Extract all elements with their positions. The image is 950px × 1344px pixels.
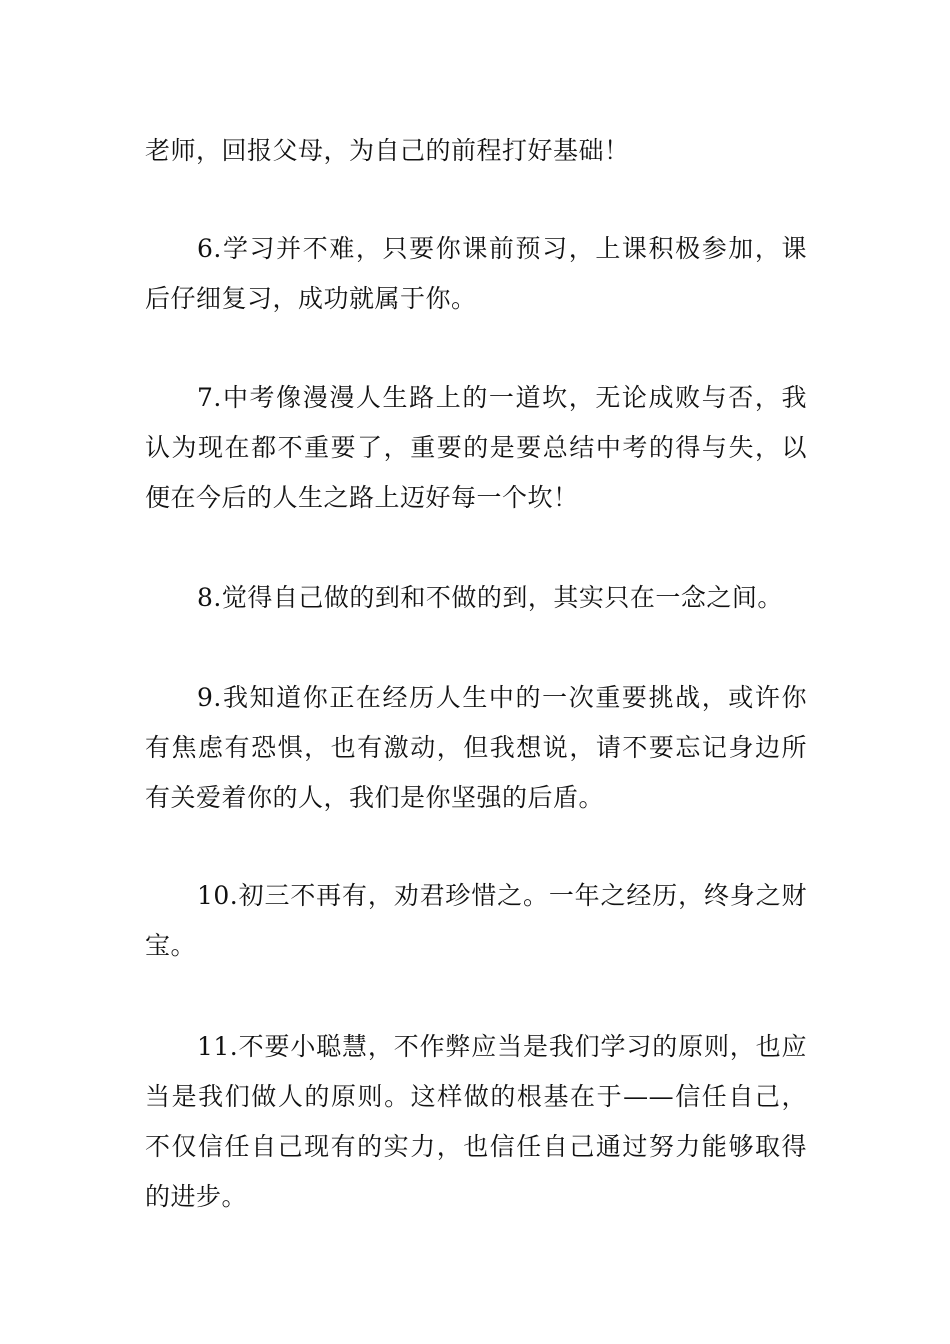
- paragraph-item-8: 8.觉得自己做的到和不做的到，其实只在一念之间。: [197, 583, 783, 612]
- paragraph-continuation: 老师，回报父母，为自己的前程打好基础！: [145, 136, 630, 165]
- paragraph-item-10: 10.初三不再有，劝君珍惜之。一年之经历，终身之财宝。: [145, 881, 807, 960]
- paragraph-item-9: 9.我知道你正在经历人生中的一次重要挑战，或许你有焦虑有恐惧，也有激动，但我想说，请不要忘记身边所有关爱着你的人，我们是你坚强的后盾。: [145, 683, 807, 812]
- paragraph-item-11: 11.不要小聪慧，不作弊应当是我们学习的原则，也应当是我们做人的原则。这样做的根基在于——信任自己，不仅信任自己现有的实力，也信任自己通过努力能够取得的进步。: [145, 1032, 807, 1211]
- paragraph-item-7: 7.中考像漫漫人生路上的一道坎，无论成败与否，我认为现在都不重要了，重要的是要总结中考的得与失，以便在今后的人生之路上迈好每一个坎！: [145, 383, 807, 512]
- paragraph-item-6: 6.学习并不难，只要你课前预习，上课积极参加，课后仔细复习，成功就属于你。: [145, 234, 807, 313]
